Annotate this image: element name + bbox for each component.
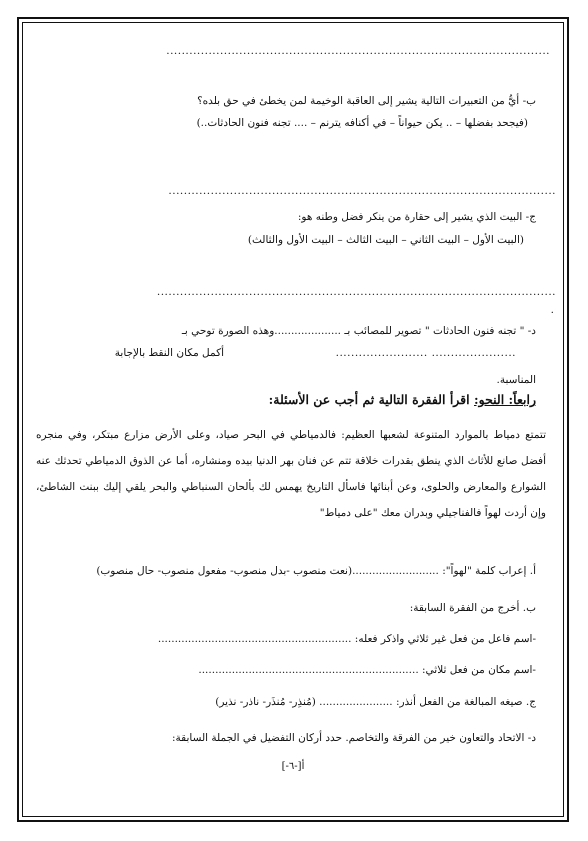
grammar-a: أ. إعراب كلمة "لهواً": ..........................(نعت منصوب -بدل منصوب- مفعول منصوب- حال منصوب) [96, 565, 536, 577]
lone-dot: . [550, 304, 554, 316]
reading-paragraph: تتمتع دمياط بالموارد المتنوعة لشعبها العظيم: فالدمياطي في البحر صياد، وعلى الأرض مزارع مبتكر، وفي منجره أفضل صانع للأثاث الذي ينطق بقدرات خلاقة تتم عن فنان بهر الدنيا بيده ومنشاره، أما عن الذوق الدمياطي تحدثك عنه الشوارع والمعارض والحلوى، وعن أبنائها فاسأل التاريخ يهمس لك بألحان السنباطي والبحر يلقي إليك ببنت الشاطئ، وإن أردت لهواً فالفناجيلي وبدران معك "على دمياط" [36, 429, 546, 519]
grammar-j: ج. صيغه المبالغة من الفعل أنذر: ...................... (مُنذِر- مُنذَر- ناذر- نذير) [215, 696, 536, 708]
page-number: أ[-٦-] [281, 761, 305, 772]
section-4-title: اقرأ الفقرة التالية ثم أجب عن الأسئلة: [268, 392, 470, 407]
section-4-heading [30, 393, 536, 407]
question-b-answer-line: ..................................................................................................... [168, 185, 556, 197]
section-4-label: رابعاً: النحو: [474, 392, 536, 407]
question-d-suffix: المناسبة. [496, 374, 536, 386]
question-j-answer-line: ........................................................................................................ [156, 286, 556, 298]
question-d-dots: ...................... ........................ [335, 347, 516, 359]
grammar-b-item-2: -اسم مكان من فعل ثلاثي: .................................................................. [198, 664, 536, 676]
question-b-text: ب- أيُّ من التعبيرات التالية يشير إلى العاقبة الوخيمة لمن يخطئ في حق بلده؟ [197, 95, 536, 107]
grammar-b-item-1: -اسم فاعل من فعل غير ثلاثي واذكر فعله: .......................................................... [157, 633, 536, 645]
grammar-d: د- الاتحاد والتعاون خير من الفرقة والتخاصم. حدد أركان التفضيل في الجملة السابقة: [172, 732, 536, 744]
question-d-text: د- " تجنه فنون الحادثات " تصوير للمصائب بـ ....................وهذه الصورة توحي بـ [181, 325, 536, 337]
question-d-instruction: أكمل مكان النقط بالإجابة [114, 347, 224, 359]
question-b-options: (فيجحد بفضلها – .. يكن حيواناً – في أكنافه يترنم – .... تجنه فنون الحادثات..) [196, 117, 528, 129]
grammar-b-text: ب. أخرج من الفقرة السابقة: [409, 602, 536, 614]
question-j-text: ج- البيت الذي يشير إلى حقارة من ينكر فضل وطنه هو: [297, 211, 536, 223]
answer-line-dots: .................................................................................................... [166, 45, 550, 57]
exam-page [30, 26, 556, 812]
question-j-options: (البيت الأول – البيت الثاني – البيت الثالث – البيت الأول والثالث) [247, 234, 524, 246]
